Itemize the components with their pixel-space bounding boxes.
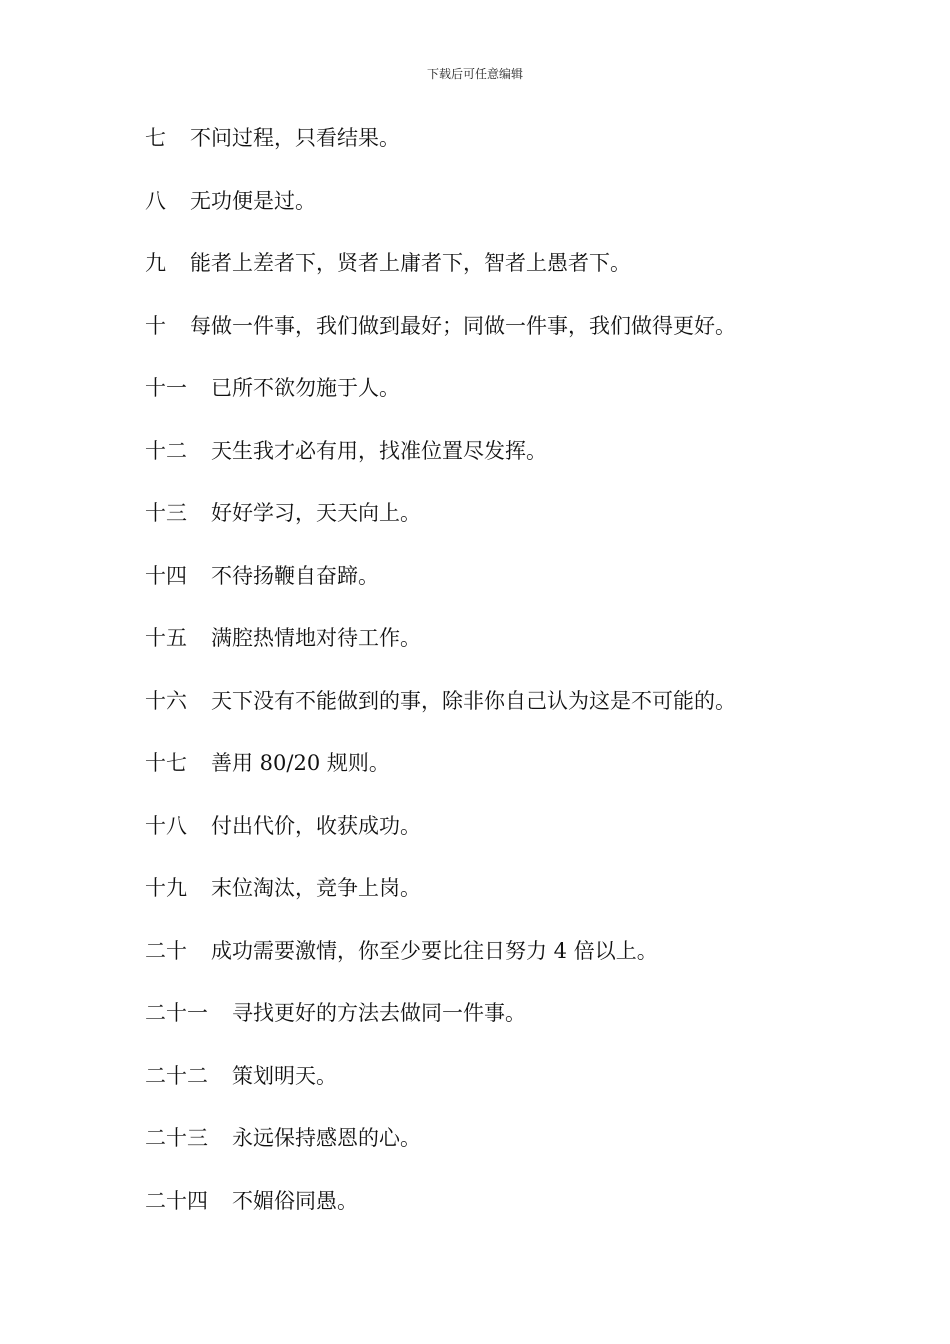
list-item: [145, 1181, 905, 1244]
list-item: [145, 493, 905, 556]
item-number: 九: [145, 251, 166, 275]
item-text: 付出代价，收获成功。: [211, 813, 421, 838]
list-item: [145, 368, 905, 431]
item-text: 天下没有不能做到的事，除非你自己认为这是不可能的。: [211, 688, 736, 713]
item-text: 天生我才必有用，找准位置尽发挥。: [211, 438, 547, 463]
item-number: 十五: [145, 626, 187, 650]
item-text: 永远保持感恩的心。: [232, 1126, 421, 1150]
page-header: 下载后可任意编辑: [426, 67, 523, 81]
list-item: [145, 243, 905, 306]
item-number: 二十二: [145, 1063, 208, 1088]
list-item: [145, 181, 905, 244]
item-number: 十六: [145, 688, 187, 713]
item-text: 成功需要激情，你至少要比往日努力 4 倍以上。: [211, 938, 658, 963]
item-number: 二十四: [145, 1188, 208, 1213]
list-item: [145, 931, 905, 994]
item-text: 不问过程，只看结果。: [190, 126, 400, 150]
item-text: 已所不欲勿施于人。: [211, 376, 400, 400]
item-number: 二十一: [145, 1001, 208, 1025]
item-number: 二十三: [145, 1126, 208, 1150]
motto-list: [145, 118, 905, 1243]
item-text: 不待扬鞭自奋蹄。: [211, 563, 379, 588]
item-text: 好好学习，天天向上。: [211, 501, 421, 525]
item-text: 策划明天。: [232, 1063, 337, 1088]
item-number: 十二: [145, 438, 187, 463]
item-number: 十: [145, 313, 166, 338]
list-item: [145, 1118, 905, 1181]
item-text: 无功便是过。: [190, 188, 316, 213]
item-number: 十九: [145, 876, 187, 900]
list-item: [145, 806, 905, 869]
item-number: 十四: [145, 563, 187, 588]
list-item: [145, 306, 905, 369]
list-item: [145, 743, 905, 806]
list-item: [145, 993, 905, 1056]
list-item: [145, 556, 905, 619]
item-text: 每做一件事，我们做到最好；同做一件事，我们做得更好。: [190, 313, 736, 338]
item-number: 十一: [145, 376, 187, 400]
list-item: [145, 868, 905, 931]
list-item: [145, 1056, 905, 1119]
item-number: 七: [145, 126, 166, 150]
list-item: [145, 118, 905, 181]
item-text: 满腔热情地对待工作。: [211, 626, 421, 650]
item-text: 善用 80/20 规则。: [211, 751, 390, 775]
item-text: 不媚俗同愚。: [232, 1188, 358, 1213]
item-number: 二十: [145, 938, 187, 963]
item-number: 十七: [145, 751, 187, 775]
item-number: 八: [145, 188, 166, 213]
list-item: [145, 618, 905, 681]
item-number: 十八: [145, 813, 187, 838]
item-text: 寻找更好的方法去做同一件事。: [232, 1001, 526, 1025]
item-text: 末位淘汰，竞争上岗。: [211, 876, 421, 900]
item-number: 十三: [145, 501, 187, 525]
list-item: [145, 681, 905, 744]
item-text: 能者上差者下，贤者上庸者下，智者上愚者下。: [190, 251, 631, 275]
list-item: [145, 431, 905, 494]
